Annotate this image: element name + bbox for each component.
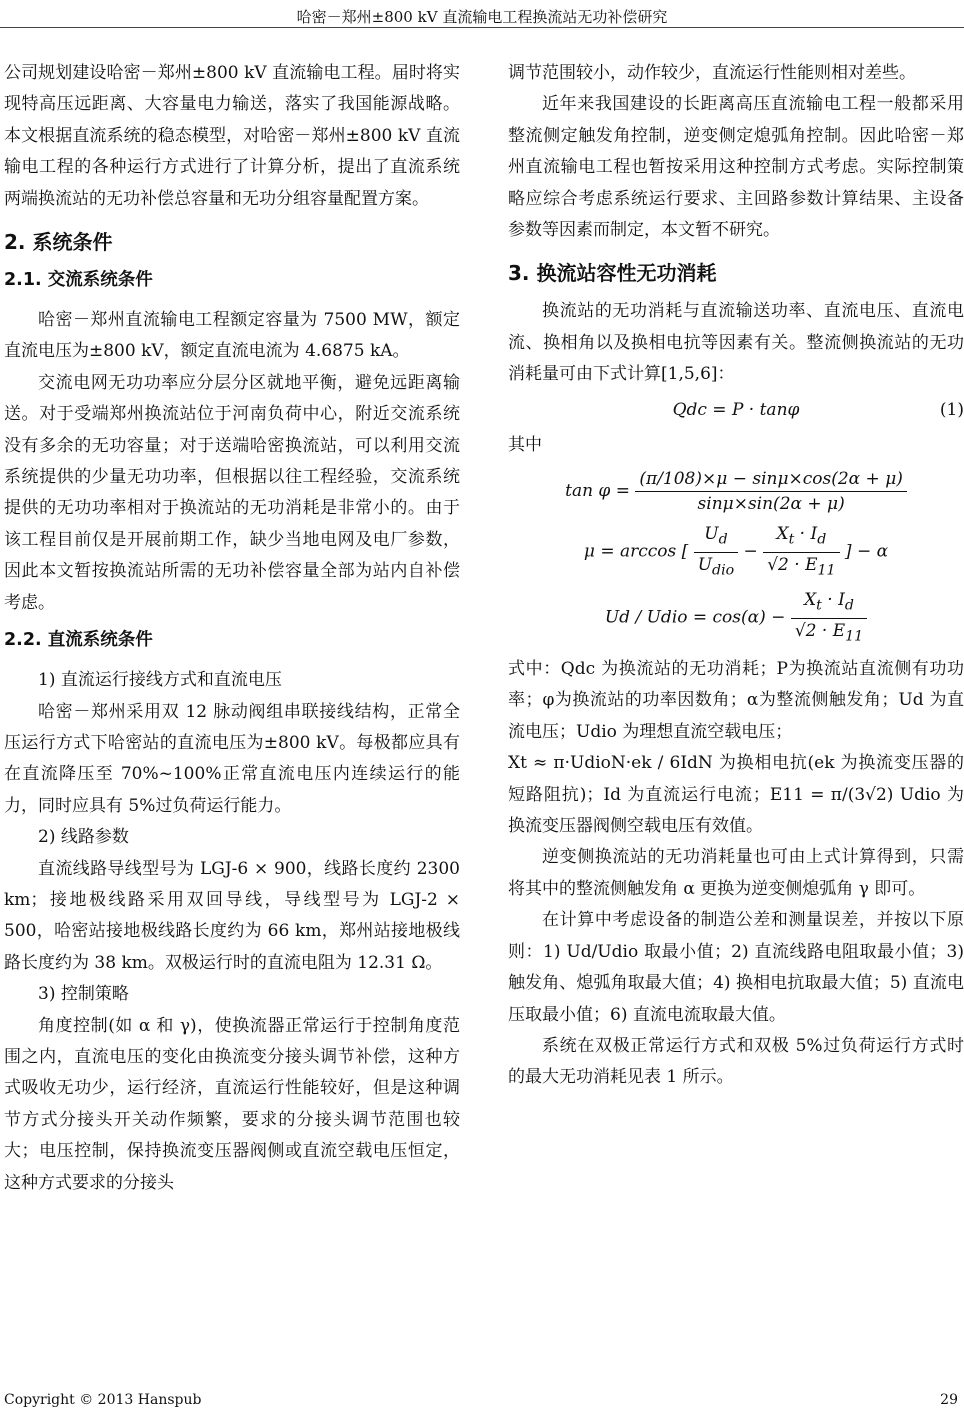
table-reference-paragraph: 系统在双极正常运行方式和双极 5%过负荷运行方式时的最大无功消耗见表 1 所示。 xyxy=(508,1035,964,1088)
dc-paragraph-1: 哈密－郑州采用双 12 脉动阀组串联接线结构，正常全压运行方式下哈密站的直流电压为±800 kV。每极都应具有在直流降压至 70%~100%正常直流电压内连续运行的能力，同时应具有 5%过负荷运行能力。 xyxy=(4,701,460,816)
footer-copyright: Copyright © 2013 Hanspub xyxy=(4,1392,202,1408)
ac-paragraph-1: 哈密－郑州直流输电工程额定容量为 7500 MW，额定直流电压为±800 kV，额定直流电流为 4.6875 kA。 xyxy=(4,310,460,362)
tan-phi-numerator: (π/108)×μ − sinμ×cos(2α + μ) xyxy=(635,467,907,492)
inverter-paragraph: 逆变侧换流站的无功消耗量也可由上式计算得到，只需将其中的整流侧触发角 α 更换为逆变侧熄弧角 γ 即可。 xyxy=(508,847,964,899)
symbol-paragraph-2: Xt ≈ π·UdioN·ek / 6IdN 为换相电抗(ek 为换流变压器的短路阻抗)；Id 为直流运行电流；E11 = π/(3√2) Udio 为换流变压器阀侧空载电压有效值。 xyxy=(508,753,964,837)
dc-item-1: 1) 直流运行接线方式和直流电压 xyxy=(38,670,282,691)
subsection-heading-ac: 2.1. 交流系统条件 xyxy=(4,270,153,291)
equation-1-body: Qdc = P · tanφ xyxy=(672,399,800,420)
tan-phi-fraction xyxy=(635,467,907,516)
subsection-heading-dc: 2.2. 直流系统条件 xyxy=(4,630,153,651)
ud-equation: Ud / Udio = cos(α) − $\frac{X_t \cdot I_d}{√2 \cdot E_{11}}$ xyxy=(508,588,964,648)
continued-paragraph: 调节范围较小，动作较少，直流运行性能则相对差些。 xyxy=(508,63,916,83)
dc-paragraph-3: 角度控制(如 α 和 γ)，使换流器正常运行于控制角度范围之内，直流电压的变化由换流变分接头调节补偿，这种方式吸收无功少，运行经济，直流运行性能较好，但是这种调节方式分接头开关动作频繁，要求的分接头调节范围也较大；电压控制，保持换流变压器阀侧或直流空载电压恒定，这种方式要求的分接头 xyxy=(4,1015,460,1193)
mu-rhs: − α xyxy=(856,541,889,562)
intro-paragraph: 公司规划建设哈密－郑州±800 kV 直流输电工程。届时将实现特高压远距离、大容量电力输送，落实了我国能源战略。本文根据直流系统的稳态模型，对哈密－郑州±800 kV 直流输电工程的各种运行方式进行了计算分析，提出了直流系统两端换流站的无功补偿总容量和无功分组容量配置方案。 xyxy=(4,63,460,209)
mu-lhs: μ = arccos xyxy=(583,541,677,562)
tan-phi-denominator: sinμ×sin(2α + μ) xyxy=(697,494,845,515)
dc-item-2: 2) 线路参数 xyxy=(38,827,129,848)
tan-phi-lhs: tan φ = xyxy=(565,481,636,502)
principles-paragraph: 在计算中考虑设备的制造公差和测量误差，并按以下原则：1) Ud/Udio 取最小值；2) 直流线路电阻取最小值；3) 触发角、熄弧角取最大值；4) 换相电抗取最大值；5) 直流电压取最小值；6) 直流电流取最大值。 xyxy=(508,910,964,1025)
right-column xyxy=(508,58,964,1094)
running-header: 哈密－郑州±800 kV 直流输电工程换流站无功补偿研究 xyxy=(296,8,668,26)
dc-item-3: 3) 控制策略 xyxy=(38,984,129,1005)
left-column xyxy=(4,58,460,1199)
section-heading-reactive: 3. 换流站容性无功消耗 xyxy=(508,261,717,286)
symbol-paragraph-1: 式中：Qdc 为换流站的无功消耗；P为换流站直流侧有功功率；φ为换流站的功率因数角；α为整流侧触发角；Ud 为直流电压；Udio 为理想直流空载电压； xyxy=(508,659,964,742)
ud-lhs: Ud / Udio = cos(α) − xyxy=(604,607,786,628)
reactive-paragraph: 换流站的无功消耗与直流输送功率、直流电压、直流电流、换相角以及换相电抗等因素有关。整流侧换流站的无功消耗量可由下式计算[1,5,6]： xyxy=(508,301,964,385)
header-rule xyxy=(0,27,964,28)
mu-equation: μ = arccos [ $\frac{U_d}{U_{dio}}$ − $\frac{X_t \cdot I_d}{√2 \cdot E_{11}}$ ] − α xyxy=(583,524,889,579)
dc-paragraph-2: 直流线路导线型号为 LGJ-6 × 900，线路长度约 2300 km；接地极线路采用双回导线，导线型号为 LGJ-2 × 500，哈密站接地极线路长度约为 66 km，郑州站接地极线路长度约为 38 km。双极运行时的直流电阻为 12.31 Ω。 xyxy=(4,858,460,973)
equation-1 xyxy=(508,395,964,426)
equation-1-number: (1) xyxy=(939,399,964,420)
ac-paragraph-2: 交流电网无功功率应分层分区就地平衡，避免远距离输送。对于受端郑州换流站位于河南负荷中心，附近交流系统没有多余的无功容量；对于送端哈密换流站，可以利用交流系统提供的少量无功功率，但根据以往工程经验，交流系统提供的无功功率相对于换流站的无功消耗是非常小的。由于该工程目前仅是开展前期工作，缺少当地电网及电厂参数，因此本文暂按换流站所需的无功补偿容量全部为站内自补偿考虑。 xyxy=(4,372,460,613)
tan-phi-equation xyxy=(508,467,964,516)
control-paragraph: 近年来我国建设的长距离高压直流输电工程一般都采用整流侧定触发角控制，逆变侧定熄弧角控制。因此哈密－郑州直流输电工程也暂按采用这种控制方式考虑。实际控制策略应综合考虑系统运行要求、主回路参数计算结果、主设备参数等因素而制定，本文暂不研究。 xyxy=(508,94,964,241)
section-heading-system: 2. 系统条件 xyxy=(4,230,113,255)
where-label: 其中 xyxy=(508,435,542,456)
footer-page-number: 29 xyxy=(940,1392,958,1408)
